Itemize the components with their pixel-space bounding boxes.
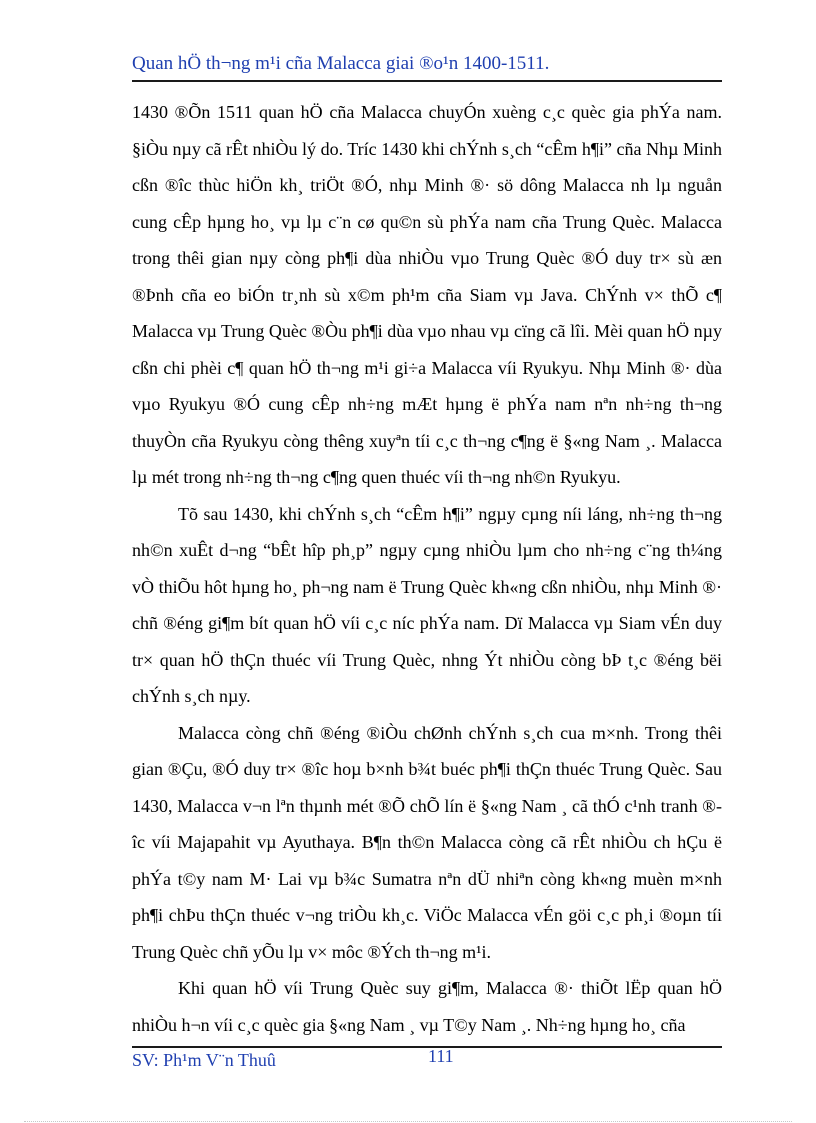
page-bottom-edge	[24, 1121, 792, 1122]
page-number: 111	[428, 1046, 454, 1066]
footer-student-name: SV: Ph¹m V¨n Thuû	[132, 1050, 276, 1070]
footer-divider	[132, 1046, 722, 1048]
paragraph: Khi quan hÖ víi Trung Quèc suy gi¶m, Malacca ®· thiÕt lËp quan hÖ nhiÒu h¬n víi c¸c quèc gia §«ng Nam ¸ vµ T©y Nam ¸. Nh÷ng hµng ho¸ cña	[132, 978, 722, 1035]
page-header-title: Quan hÖ th¬ng m¹i cña Malacca giai ®o¹n 1400-1511.	[132, 53, 550, 74]
header-divider	[132, 80, 722, 82]
body-text	[132, 94, 722, 1043]
paragraph: Malacca còng chñ ®éng ®iÒu chØnh chÝnh s¸ch cua m×nh. Trong thêi gian ®Çu, ®Ó duy tr× ®îc hoµ b×nh b¾t buéc ph¶i thÇn thuéc Trung Quèc. Sau 1430, Malacca v¬n lªn thµnh mét ®Õ chÕ lín ë §«ng Nam ¸ cã thÓ c¹nh tranh ®îc víi Majapahit vµ Ayuthaya. B¶n th©n Malacca còng cã rÊt nhiÒu ch hÇu ë phÝa t©y nam M· Lai vµ b¾c Sumatra nªn dÜ nhiªn còng kh«ng muèn m×nh ph¶i chÞu thÇn thuéc v¬ng triÒu kh¸c. ViÖc Malacca vÉn göi c¸c ph¸i ®oµn tíi Trung Quèc chñ yÕu lµ v× môc ®Ých th¬ng m¹i.	[132, 722, 722, 962]
paragraph: 1430 ®Õn 1511 quan hÖ cña Malacca chuyÓn xuèng c¸c quèc gia phÝa nam. §iÒu nµy cã rÊt nhiÒu lý do. Tríc 1430 khi chÝnh s¸ch “cÊm h¶i” cña Nhµ Minh cßn ®îc thùc hiÖn kh¸ triÖt ®Ó, nhµ Minh ®· sö dông Malacca nh lµ nguån cung cÊp hµng ho¸ vµ lµ c¨n cø qu©n sù phÝa nam cña Trung Quèc. Malacca trong thêi gian nµy còng ph¶i dùa nhiÒu vµo Trung Quèc ®Ó duy tr× sù æn ®Þnh cña eo biÓn tr¸nh sù x©m ph¹m cña Siam vµ Java. ChÝnh v× thÕ c¶ Malacca vµ Trung Quèc ®Òu ph¶i dùa vµo nhau vµ cïng cã lîi. Mèi quan hÖ nµy cßn chi phèi c¶ quan hÖ th¬ng m¹i gi÷a Malacca víi Ryukyu. Nhµ Minh ®· dùa vµo Ryukyu ®Ó cung cÊp nh÷ng mÆt hµng ë phÝa nam nªn nh÷ng th¬ng thuyÒn cña Ryukyu còng thêng xuyªn tíi c¸c th¬ng c¶ng ë §«ng Nam ¸. Malacca lµ mét trong nh÷ng th¬ng c¶ng quen thuéc víi th¬ng nh©n Ryukyu.	[132, 102, 722, 487]
paragraph: Tõ sau 1430, khi chÝnh s¸ch “cÊm h¶i” ngµy cµng níi láng, nh÷ng th¬ng nh©n xuÊt d¬ng “bÊt hîp ph¸p” ngµy cµng nhiÒu lµm cho nh÷ng c¨ng th¼ng vÒ thiÕu hôt hµng ho¸ ph¬ng nam ë Trung Quèc kh«ng cßn nhiÒu, nhµ Minh ®· chñ ®éng gi¶m bít quan hÖ víi c¸c níc phÝa nam. Dï Malacca vµ Siam vÉn duy tr× quan hÖ thÇn thuéc víi Trung Quèc, nhng Ýt nhiÒu còng bÞ t¸c ®éng bëi chÝnh s¸ch nµy.	[132, 503, 722, 706]
